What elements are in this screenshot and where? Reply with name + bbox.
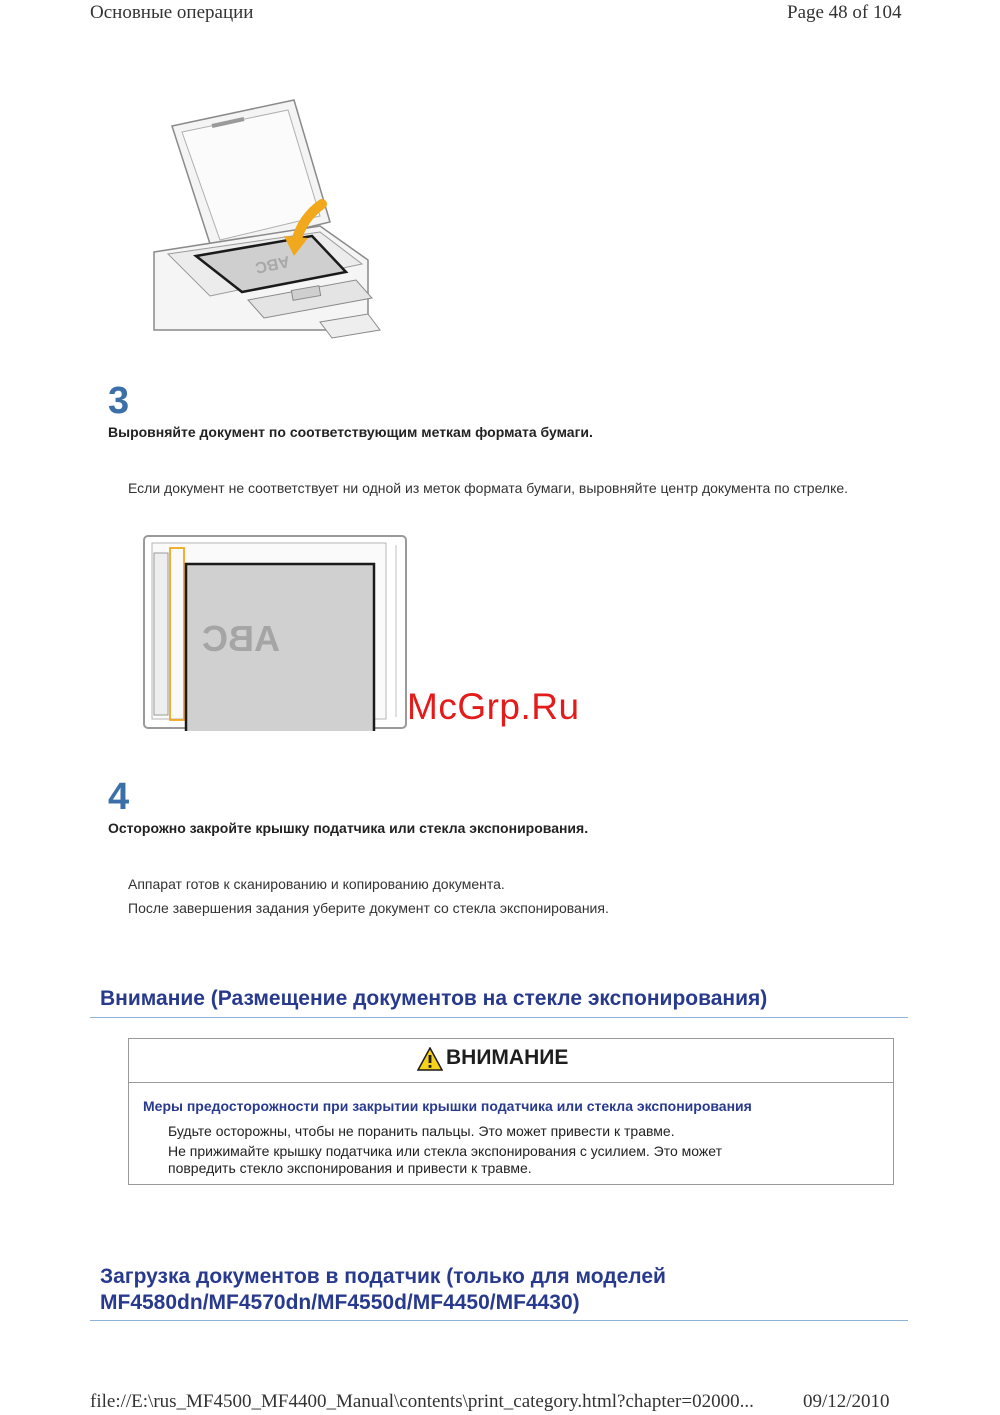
section-caution-title: Внимание (Размещение документов на стекле экспонирования) [100,987,768,1010]
caution-item-1: Будьте осторожны, чтобы не поранить пальцы. Это может привести к травме. [168,1123,675,1139]
footer-date: 09/12/2010 [803,1391,890,1412]
section-feeder-title [100,1264,666,1316]
step-4-line-1: Аппарат готов к сканированию и копированию документа. [128,876,505,892]
step-4-line-2: После завершения задания уберите документ со стекла экспонирования. [128,900,609,916]
section-caution-rule [90,1017,908,1018]
header-page-number: Page 48 of 104 [787,2,902,23]
section-feeder-rule [90,1320,908,1321]
caution-box [128,1038,894,1185]
caution-header [129,1039,893,1083]
caution-subtitle: Меры предосторожности при закрытии крышки податчика или стекла экспонирования [143,1098,752,1114]
step-3-instruction: Выровняйте документ по соответствующим меткам формата бумаги. [108,424,593,440]
step-4-number: 4 [108,776,130,818]
scanner-lid-open-illustration [124,92,392,350]
caution-label: ВНИМАНИЕ [446,1046,569,1069]
header-section-title: Основные операции [90,2,254,23]
figure2-doc-text: ABC [202,618,280,659]
watermark-text: McGrp.Ru [407,686,580,727]
footer-file-path: file://E:\rus_MF4500_MF4400_Manual\contents\print_category.html?chapter=02000... [90,1391,754,1412]
platen-illustration-svg [140,533,410,731]
platen-glass-alignment-illustration [140,533,410,731]
section-feeder-title-line-1: Загрузка документов в податчик (только для моделей [100,1265,666,1288]
warning-triangle-icon [417,1047,443,1071]
step-3-note: Если документ не соответствует ни одной из меток формата бумаги, выровняйте центр документа по стрелке. [128,480,849,496]
step-4-instruction: Осторожно закройте крышку податчика или стекла экспонирования. [108,820,589,836]
caution-item-2-line-2: повредить стекло экспонирования и привести к травме. [168,1160,532,1176]
figure1-doc-text: ABC [253,252,292,276]
step-3-number: 3 [108,380,130,422]
section-feeder-title-line-2: MF4580dn/MF4570dn/MF4550d/MF4450/MF4430) [100,1291,580,1314]
scanner-illustration-svg [124,92,392,350]
caution-item-2-line-1: Не прижимайте крышку податчика или стекла экспонирования с усилием. Это может [168,1143,722,1159]
